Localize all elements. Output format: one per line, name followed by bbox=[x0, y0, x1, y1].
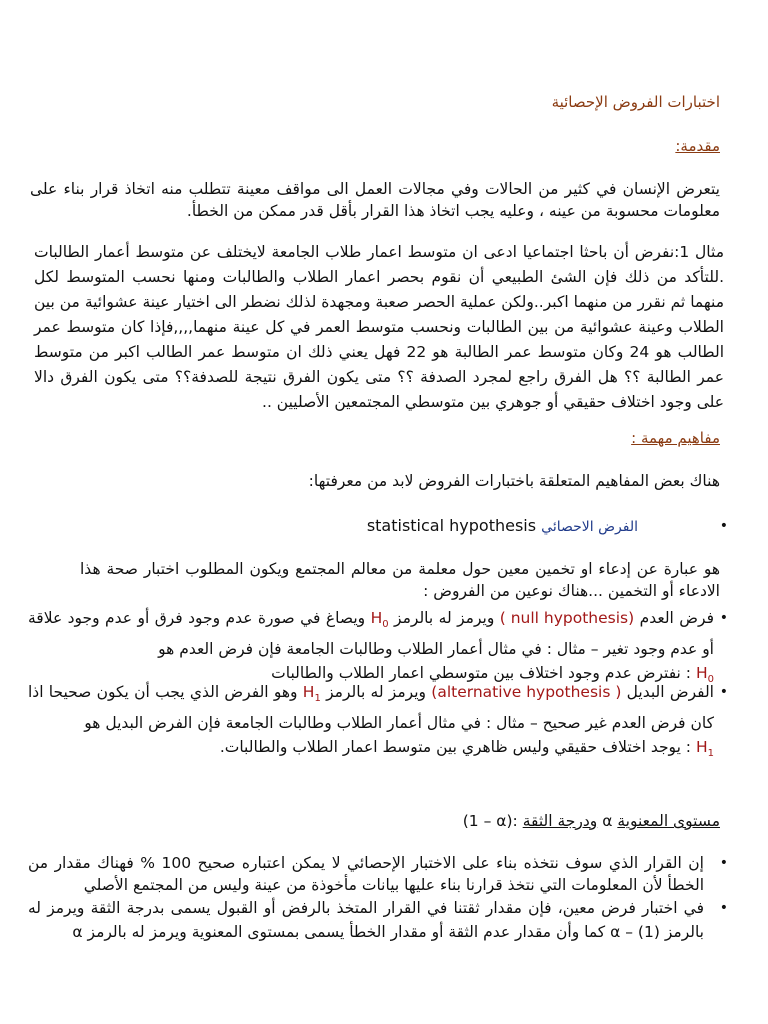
alt-symbol-statement: $H_1$ bbox=[695, 738, 714, 760]
concepts-heading: مفاهيم مهمة : bbox=[631, 429, 720, 447]
list-item bbox=[28, 896, 728, 944]
null-description: ويصاغ في صورة عدم وجود فرق أو عدم وجود علاقة أو عدم وجود تغير – مثال : في مثال أعمار الطلاب وطالبات الجامعة فإن فرض العدم هو bbox=[28, 609, 714, 659]
null-hypothesis-en: ( null hypothesis) bbox=[499, 609, 635, 627]
alt-hypothesis-item bbox=[28, 680, 728, 766]
list-item bbox=[28, 852, 728, 896]
alt-symbol-text: ويرمز له بالرمز bbox=[326, 683, 427, 701]
null-symbol-statement: $H_0$ bbox=[695, 664, 714, 686]
bullet-icon: • bbox=[719, 684, 728, 700]
alt-statement: : يوجد اختلاف حقيقي وليس ظاهري بين متوسط اعمار الطلاب والطالبات. bbox=[219, 738, 692, 757]
null-hypothesis-label: فرض العدم bbox=[639, 609, 714, 627]
bullet-icon: • bbox=[719, 518, 728, 534]
hypothesis-label-ar: الفرض الاحصائي bbox=[541, 519, 638, 535]
bullet-icon: • bbox=[719, 610, 728, 626]
null-symbol-text: ويرمز له بالرمز bbox=[394, 609, 495, 627]
alt-hypothesis-en: (alternative hypothesis ) bbox=[431, 683, 622, 701]
significance-heading: مستوى المعنوية α ودرجة الثقة (1 – α): bbox=[462, 812, 720, 830]
bullet-icon: • bbox=[719, 855, 728, 871]
hypothesis-item bbox=[40, 515, 728, 538]
hypothesis-label-en: statistical hypothesis bbox=[366, 516, 537, 535]
alt-symbol: $H_1$ bbox=[302, 683, 321, 705]
bullet-icon: • bbox=[719, 900, 728, 916]
example-paragraph: مثال 1:نفرض أن باحثا اجتماعيا ادعى ان متوسط اعمار طلاب الجامعة لايختلف عن متوسط أعمار الطالبات .للتأكد من ذلك فإن الشئ الطبيعي أن نقوم بحصر اعمار الطلاب والطالبات ومنها نحسب المتوسط لكل منهما ثم نقرر من منهما اكبر..ولكن عملية الحصر صعبة ومجهدة لذلك نضطر الى اختيار عينة عشوائية من بين الطلاب وعينة عشوائية من بين الطالبات ونحسب متوسط العمر في كل عينة منهما,,,,فإذا كان متوسط عمر الطالب هو 24 وكان متوسط عمر الطالبة هو 22 فهل يعني ذلك ان متوسط عمر الطالب اكبر من متوسط عمر الطالبة ؟؟ هل الفرق راجع لمجرد الصدفة ؟؟ متى يكون الفرق نتيجة للصدفة؟؟ متى يكون الفرق دالا على وجود اختلاف حقيقي أو جوهري بين متوسطي المجتمعين الأصليين .. bbox=[34, 243, 725, 411]
hypothesis-definition: هو عبارة عن إدعاء او تخمين معين حول معلمة من معالم المجتمع ويكون المطلوب اختبار صحة هذا الادعاء أو التخمين ...هناك نوعين من الفروض : bbox=[80, 560, 720, 600]
alt-hypothesis-label: الفرض البديل bbox=[626, 683, 714, 701]
null-symbol: $H_0$ bbox=[370, 609, 389, 631]
intro-heading: مقدمة: bbox=[675, 137, 720, 155]
concepts-intro: هناك بعض المفاهيم المتعلقة باختبارات الفروض لابد من معرفتها: bbox=[308, 472, 720, 490]
document-title: اختبارات الفروض الإحصائية bbox=[551, 93, 720, 111]
intro-paragraph: يتعرض الإنسان في كثير من الحالات وفي مجالات العمل الى مواقف معينة تتطلب منه اتخاذ قرار بناء على معلومات محسوبة من عينه ، وعليه يجب اتخاذ هذا القرار بأقل قدر ممكن من الخطأ. bbox=[30, 180, 720, 220]
alt-description: وهو الفرض الذي يجب أن يكون صحيحا اذا كان فرض العدم غير صحيح – مثال : في مثال أعمار الطلاب وطالبات الجامعة فإن الفرض البديل هو bbox=[28, 683, 714, 733]
significance-bullet-text: إن القرار الذي سوف نتخذه بناء على الاختبار الإحصائي لا يمكن اعتباره صحيح 100 % فهناك مقدار من الخطأ لأن المعلومات التي نتخذ قرارنا بناء عليها بيانات مأخوذة من عينة وليس من المجتمع الأصلي bbox=[28, 854, 704, 894]
null-statement: : نفترض عدم وجود اختلاف بين متوسطي اعمار الطلاب والطالبات bbox=[271, 664, 692, 683]
significance-list bbox=[28, 852, 728, 944]
significance-bullet-text: في اختبار فرض معين، فإن مقدار ثقتنا في القرار المتخذ بالرفض أو القبول يسمى بدرجة الثقة ويرمز له بالرمز (1) – α كما وأن مقدار عدم الثقة أو مقدار الخطأ يسمى بمستوى المعنوية ويرمز له بالرمز α bbox=[28, 899, 704, 941]
